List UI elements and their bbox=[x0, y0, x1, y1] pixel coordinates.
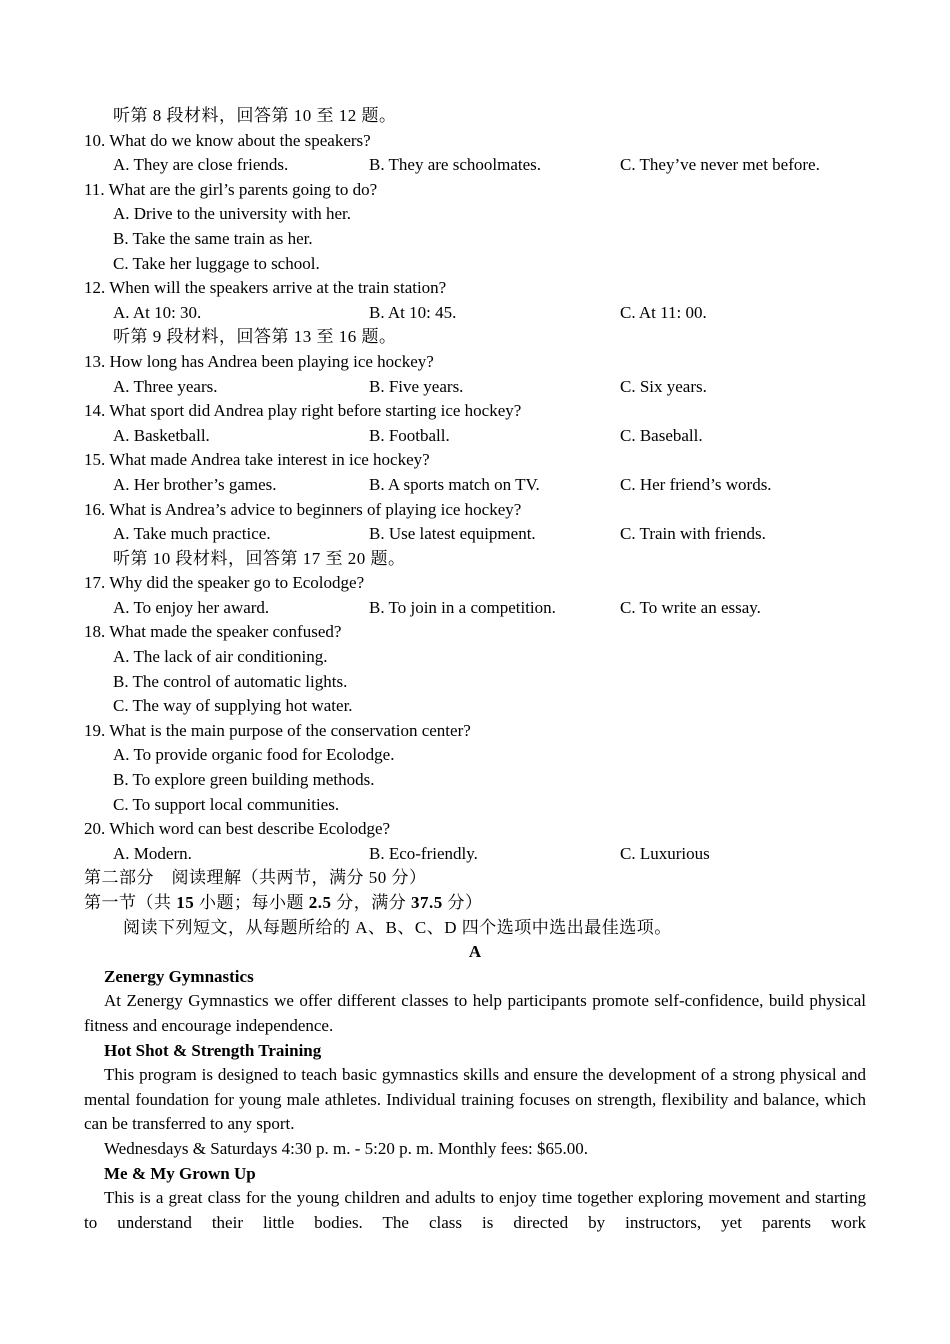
question-12-options bbox=[84, 301, 866, 326]
section-text: 第一节（共 bbox=[84, 893, 177, 912]
question-20: 20. Which word can best describe Ecolodge? bbox=[84, 819, 391, 839]
question-16: 16. What is Andrea’s advice to beginners of playing ice hockey? bbox=[84, 499, 522, 519]
program-heading-hot-shot: Hot Shot & Strength Training bbox=[104, 1040, 322, 1060]
option-c: C. To support local communities. bbox=[113, 794, 340, 814]
program-schedule-hot-shot: Wednesdays & Saturdays 4:30 p. m. - 5:20 p. m. Monthly fees: $65.00. bbox=[104, 1138, 589, 1158]
option-a: A. Take much practice. bbox=[113, 524, 271, 544]
option-b: B. Football. bbox=[369, 425, 450, 445]
question-16-options bbox=[84, 522, 866, 547]
question-13-options bbox=[84, 375, 866, 400]
section-text: 小题；每小题 bbox=[194, 893, 309, 912]
question-14: 14. What sport did Andrea play right before starting ice hockey? bbox=[84, 401, 522, 421]
reading-section-title bbox=[84, 891, 866, 916]
option-a: A. The lack of air conditioning. bbox=[113, 647, 328, 667]
question-10-options bbox=[84, 153, 866, 178]
option-a: A. Three years. bbox=[113, 376, 218, 396]
question-15: 15. What made Andrea take interest in ice hockey? bbox=[84, 450, 430, 470]
option-c: C. To write an essay. bbox=[620, 597, 761, 617]
question-19: 19. What is the main purpose of the conservation center? bbox=[84, 720, 471, 740]
points-total: 37.5 bbox=[411, 893, 443, 912]
section-text: 分） bbox=[442, 893, 483, 912]
question-18: 18. What made the speaker confused? bbox=[84, 622, 342, 642]
option-b: B. To join in a competition. bbox=[369, 597, 556, 617]
reading-part-title: 第二部分 阅读理解（共两节，满分 50 分） bbox=[84, 868, 427, 888]
option-a: A. Her brother’s games. bbox=[113, 474, 277, 494]
option-a: A. Drive to the university with her. bbox=[113, 204, 351, 224]
option-c: C. They’ve never met before. bbox=[620, 155, 820, 175]
option-b: B. Take the same train as her. bbox=[113, 228, 313, 248]
section-9-intro: 听第 9 段材料，回答第 13 至 16 题。 bbox=[113, 327, 397, 347]
question-13: 13. How long has Andrea been playing ice hockey? bbox=[84, 351, 434, 371]
program-description-me-and-grown-up: This is a great class for the young children and adults to enjoy time together exploring movement and starting to understand their little bodies. The class is directed by instructors, yet parents work bbox=[84, 1188, 866, 1232]
option-a: A. Modern. bbox=[113, 843, 192, 863]
question-17: 17. Why did the speaker go to Ecolodge? bbox=[84, 573, 365, 593]
section-10-intro: 听第 10 段材料，回答第 17 至 20 题。 bbox=[113, 548, 406, 568]
option-a: A. They are close friends. bbox=[113, 155, 289, 175]
option-c: C. Take her luggage to school. bbox=[113, 253, 320, 273]
option-c: C. The way of supplying hot water. bbox=[113, 696, 353, 716]
question-count: 15 bbox=[176, 893, 195, 912]
option-b: B. At 10: 45. bbox=[369, 302, 457, 322]
option-c: C. Luxurious bbox=[620, 843, 710, 863]
option-a: A. To enjoy her award. bbox=[113, 597, 270, 617]
option-a: A. To provide organic food for Ecolodge. bbox=[113, 745, 395, 765]
option-b: B. Five years. bbox=[369, 376, 464, 396]
passage-intro: At Zenergy Gymnastics we offer different classes to help participants promote self-confidence, build physical fitness and encourage independence. bbox=[84, 991, 866, 1035]
question-15-options bbox=[84, 473, 866, 498]
option-b: B. They are schoolmates. bbox=[369, 155, 542, 175]
question-11: 11. What are the girl’s parents going to do? bbox=[84, 179, 378, 199]
option-c: C. Six years. bbox=[620, 376, 707, 396]
option-c: C. Baseball. bbox=[620, 425, 703, 445]
option-b: B. A sports match on TV. bbox=[369, 474, 540, 494]
option-b: B. Use latest equipment. bbox=[369, 524, 536, 544]
option-c: C. Train with friends. bbox=[620, 524, 766, 544]
program-heading-me-and-grown-up: Me & My Grown Up bbox=[104, 1163, 256, 1183]
reading-instruction: 阅读下列短文，从每题所给的 A、B、C、D 四个选项中选出最佳选项。 bbox=[123, 917, 672, 937]
section-text: 分，满分 bbox=[331, 893, 411, 912]
section-8-intro: 听第 8 段材料，回答第 10 至 12 题。 bbox=[113, 106, 397, 125]
question-12: 12. When will the speakers arrive at the train station? bbox=[84, 278, 447, 298]
question-14-options bbox=[84, 424, 866, 449]
passage-title: Zenergy Gymnastics bbox=[104, 966, 254, 986]
option-a: A. Basketball. bbox=[113, 425, 210, 445]
question-17-options bbox=[84, 596, 866, 621]
option-b: B. Eco-friendly. bbox=[369, 843, 478, 863]
program-description-hot-shot: This program is designed to teach basic gymnastics skills and ensure the development of a strong physical and mental foundation for young male athletes. Individual training focuses on strength, flexibility and balance, which can be transferred to any sport. bbox=[84, 1065, 866, 1134]
option-c: C. At 11: 00. bbox=[620, 302, 707, 322]
option-b: B. The control of automatic lights. bbox=[113, 671, 348, 691]
passage-label: A bbox=[468, 942, 482, 962]
question-20-options bbox=[84, 842, 866, 867]
question-10: 10. What do we know about the speakers? bbox=[84, 130, 371, 150]
exam-page bbox=[84, 104, 866, 1235]
option-b: B. To explore green building methods. bbox=[113, 770, 375, 790]
option-a: A. At 10: 30. bbox=[113, 302, 202, 322]
points-each: 2.5 bbox=[308, 893, 332, 912]
option-c: C. Her friend’s words. bbox=[620, 474, 772, 494]
